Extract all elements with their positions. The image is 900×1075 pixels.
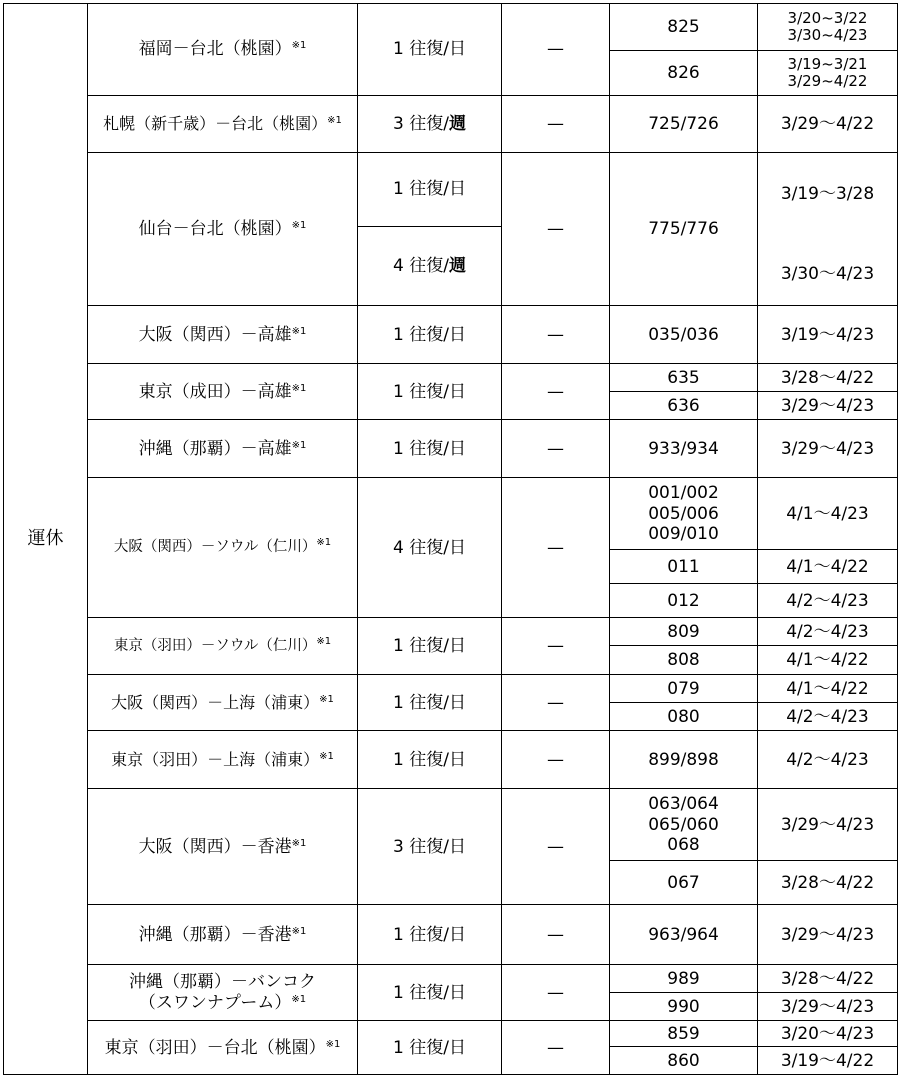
frequency-cell: 3 往復/週 <box>358 96 502 153</box>
route-cell: 札幌（新千歳）－台北（桃園）$^{※1}$ <box>88 96 358 153</box>
table-row <box>4 905 898 965</box>
flight-number-cell: 808 <box>610 646 758 675</box>
table-row <box>4 478 898 550</box>
flight-number-cell: 635 <box>610 364 758 392</box>
status-cell: 運休 <box>4 4 88 1075</box>
table-row <box>4 96 898 153</box>
route-cell: 大阪（関西）－香港$^{※1}$ <box>88 789 358 905</box>
period-cell: 3/29～4/22 <box>758 96 898 153</box>
flight-number-cell: 859 <box>610 1021 758 1047</box>
flight-number-cell: 079 <box>610 675 758 703</box>
period-cell: 4/2～4/23 <box>758 584 898 618</box>
route-cell: 福岡－台北（桃園）$^{※1}$ <box>88 4 358 96</box>
frequency-cell: 1 往復/日 <box>358 364 502 420</box>
table-row <box>4 364 898 392</box>
table-row <box>4 675 898 703</box>
period-cell: 3/28～4/22 <box>758 364 898 392</box>
period-cell: 3/20～4/23 <box>758 1021 898 1047</box>
flight-number-cell: 899/898 <box>610 731 758 789</box>
period-line: 3/19～3/28 <box>780 183 875 204</box>
route-cell: 大阪（関西）－ソウル（仁川）$^{※1}$ <box>88 478 358 618</box>
dash-cell: — <box>502 618 610 675</box>
table-row <box>4 965 898 993</box>
dash-cell: — <box>502 364 610 420</box>
period-cell: 4/1～4/23 <box>758 478 898 550</box>
frequency-cell: 1 往復/日 <box>358 905 502 965</box>
period-cell: 3/29～4/23 <box>758 993 898 1021</box>
period-cell <box>758 153 898 306</box>
table-row <box>4 420 898 478</box>
frequency-cell: 1 往復/日 <box>358 306 502 364</box>
period-cell: 3/20~3/22 3/30~4/23 <box>758 4 898 51</box>
period-line: 3/30～4/23 <box>780 263 875 284</box>
period-cell: 4/1～4/22 <box>758 550 898 584</box>
flight-number-cell: 826 <box>610 51 758 96</box>
flight-number-cell: 725/726 <box>610 96 758 153</box>
period-cell: 3/19～4/22 <box>758 1047 898 1075</box>
route-cell: 仙台－台北（桃園）$^{※1}$ <box>88 153 358 306</box>
flight-number-cell: 775/776 <box>610 153 758 306</box>
frequency-cell: 1 往復/日 <box>358 675 502 731</box>
flight-number-cell: 809 <box>610 618 758 646</box>
flight-number-cell: 990 <box>610 993 758 1021</box>
flight-number-cell: 063/064 065/060 068 <box>610 789 758 861</box>
period-cell: 4/2～4/23 <box>758 731 898 789</box>
period-cell: 3/29～4/23 <box>758 392 898 420</box>
period-cell: 4/2～4/23 <box>758 618 898 646</box>
flight-number-cell: 825 <box>610 4 758 51</box>
dash-cell: — <box>502 306 610 364</box>
dash-cell: — <box>502 478 610 618</box>
flight-number-cell: 067 <box>610 861 758 905</box>
flight-number-cell: 011 <box>610 550 758 584</box>
route-cell: 沖縄（那覇）－バンコク （スワンナプーム）$^{※1}$ <box>88 965 358 1021</box>
dash-cell: — <box>502 789 610 905</box>
flight-number-cell: 001/002 005/006 009/010 <box>610 478 758 550</box>
period-cell: 3/19~3/21 3/29~4/22 <box>758 51 898 96</box>
frequency-cell: 1 往復/日 <box>358 618 502 675</box>
flight-suspension-table <box>3 3 898 1075</box>
period-cell: 3/29～4/23 <box>758 420 898 478</box>
table-row <box>4 4 898 51</box>
route-cell: 東京（羽田）－ソウル（仁川）$^{※1}$ <box>88 618 358 675</box>
period-cell: 3/29～4/23 <box>758 905 898 965</box>
flight-number-cell: 860 <box>610 1047 758 1075</box>
period-cell: 4/2～4/23 <box>758 703 898 731</box>
dash-cell: — <box>502 965 610 1021</box>
dash-cell: — <box>502 420 610 478</box>
route-cell: 東京（羽田）－上海（浦東）$^{※1}$ <box>88 731 358 789</box>
dash-cell: — <box>502 96 610 153</box>
period-cell: 3/28～4/22 <box>758 861 898 905</box>
period-cell: 3/29～4/23 <box>758 789 898 861</box>
table-row <box>4 731 898 789</box>
flight-number-cell: 035/036 <box>610 306 758 364</box>
flight-number-cell: 933/934 <box>610 420 758 478</box>
route-cell: 東京（成田）－高雄$^{※1}$ <box>88 364 358 420</box>
frequency-cell: 1 往復/日 <box>358 1021 502 1075</box>
table-row <box>4 618 898 646</box>
period-cell: 4/1～4/22 <box>758 646 898 675</box>
frequency-cell: 3 往復/日 <box>358 789 502 905</box>
frequency-cell: 1 往復/日 <box>358 965 502 1021</box>
table-row <box>4 306 898 364</box>
route-cell: 沖縄（那覇）－高雄$^{※1}$ <box>88 420 358 478</box>
dash-cell: — <box>502 905 610 965</box>
dash-cell: — <box>502 153 610 306</box>
frequency-cell: 1 往復/日 <box>358 153 502 227</box>
route-cell: 東京（羽田）－台北（桃園）$^{※1}$ <box>88 1021 358 1075</box>
route-cell: 沖縄（那覇）－香港$^{※1}$ <box>88 905 358 965</box>
flight-number-cell: 963/964 <box>610 905 758 965</box>
flight-number-cell: 636 <box>610 392 758 420</box>
dash-cell: — <box>502 675 610 731</box>
frequency-cell: 1 往復/日 <box>358 420 502 478</box>
flight-number-cell: 989 <box>610 965 758 993</box>
table-row <box>4 153 898 227</box>
dash-cell: — <box>502 1021 610 1075</box>
period-cell: 3/19～4/23 <box>758 306 898 364</box>
table-row <box>4 1021 898 1047</box>
frequency-cell: 4 往復/日 <box>358 478 502 618</box>
flight-number-cell: 080 <box>610 703 758 731</box>
flight-number-cell: 012 <box>610 584 758 618</box>
table-row <box>4 789 898 861</box>
period-cell: 4/1～4/22 <box>758 675 898 703</box>
route-cell: 大阪（関西）－上海（浦東）$^{※1}$ <box>88 675 358 731</box>
dash-cell: — <box>502 731 610 789</box>
route-cell: 大阪（関西）－高雄$^{※1}$ <box>88 306 358 364</box>
period-cell: 3/28～4/22 <box>758 965 898 993</box>
frequency-cell: 1 往復/日 <box>358 731 502 789</box>
frequency-cell: 4 往復/週 <box>358 226 502 305</box>
frequency-cell: 1 往復/日 <box>358 4 502 96</box>
dash-cell: — <box>502 4 610 96</box>
